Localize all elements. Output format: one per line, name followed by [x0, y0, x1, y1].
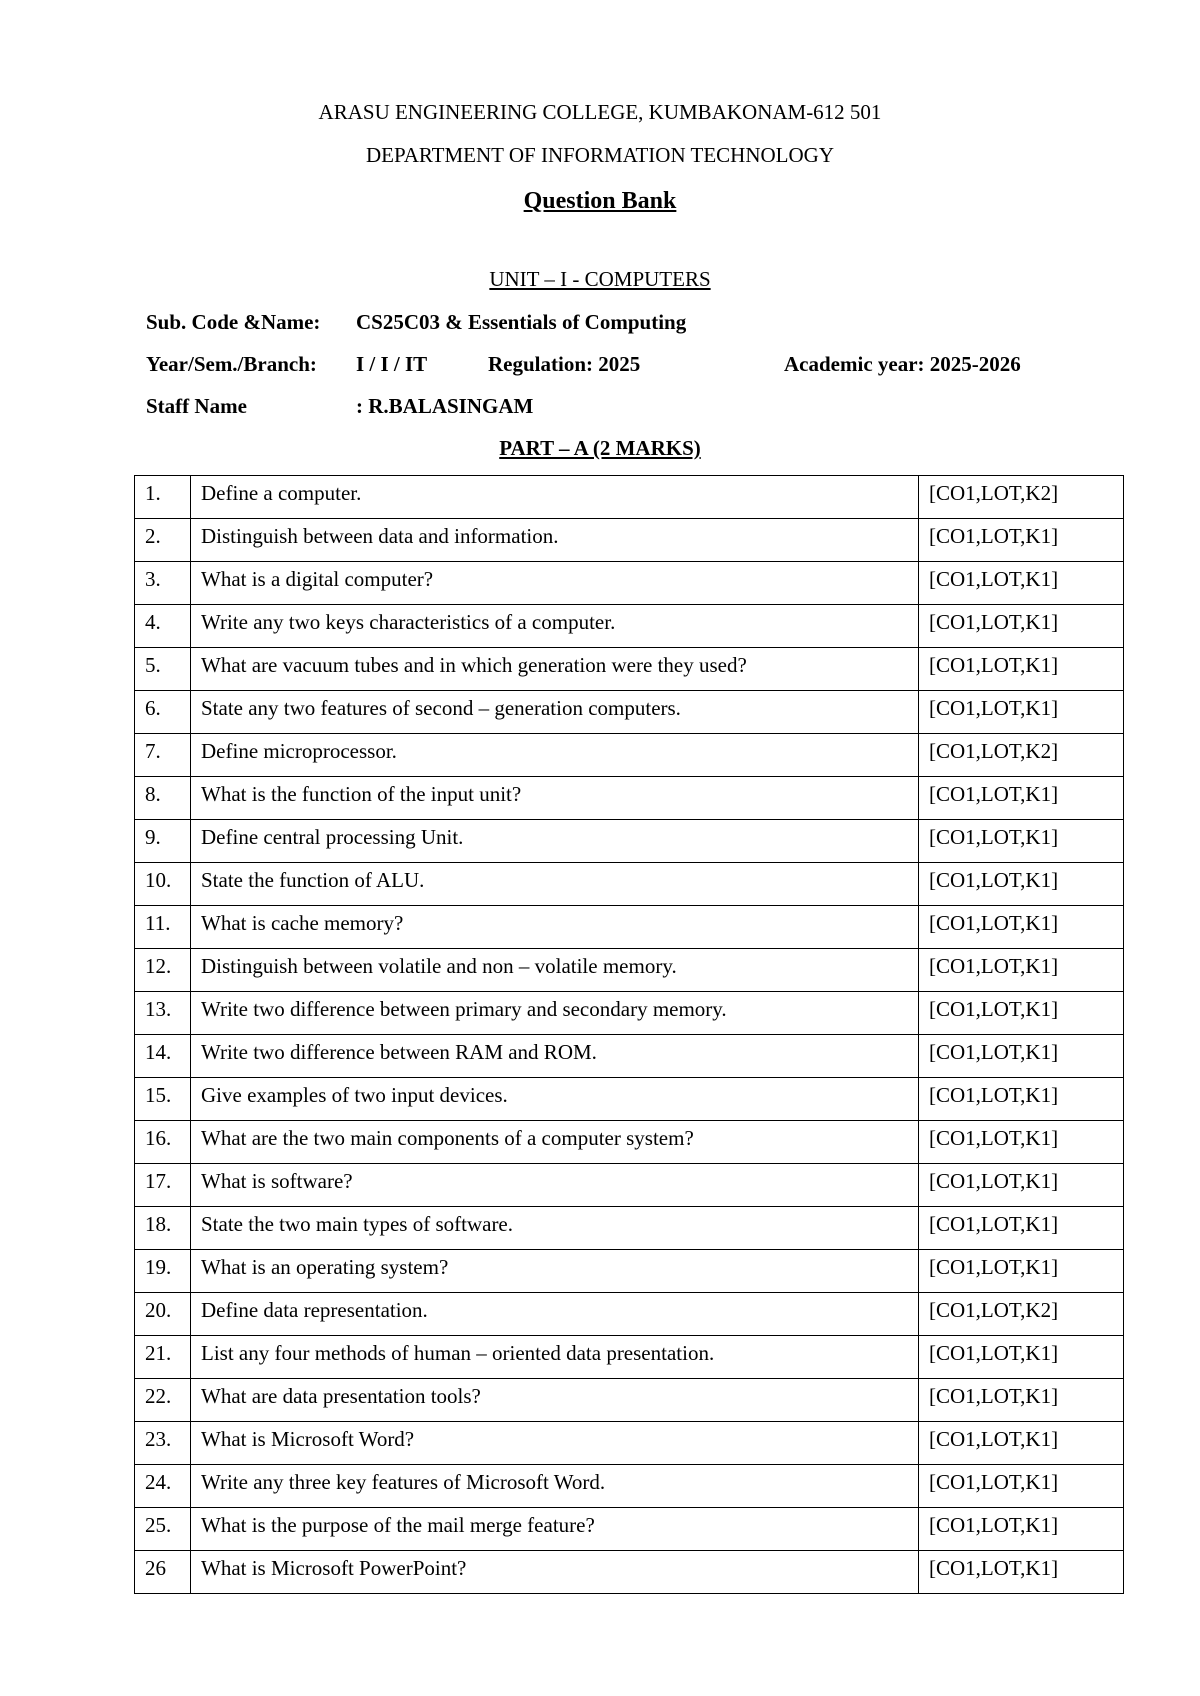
table-row — [135, 1078, 1124, 1121]
question-number: 18. — [135, 1207, 191, 1250]
table-row — [135, 1465, 1124, 1508]
question-text: What are the two main components of a computer system? — [191, 1121, 919, 1164]
question-text: What are vacuum tubes and in which generation were they used? — [191, 648, 919, 691]
question-number: 11. — [135, 906, 191, 949]
question-number: 20. — [135, 1293, 191, 1336]
table-row — [135, 1164, 1124, 1207]
question-co-tag: [CO1,LOT,K2] — [919, 734, 1124, 777]
question-number: 9. — [135, 820, 191, 863]
question-co-tag: [CO1,LOT,K2] — [919, 1293, 1124, 1336]
question-co-tag: [CO1,LOT,K1] — [919, 777, 1124, 820]
question-co-tag: [CO1,LOT,K1] — [919, 1465, 1124, 1508]
question-co-tag: [CO1,LOT,K1] — [919, 1336, 1124, 1379]
question-co-tag: [CO1,LOT,K1] — [919, 519, 1124, 562]
question-text: What are data presentation tools? — [191, 1379, 919, 1422]
question-number: 7. — [135, 734, 191, 777]
question-number: 3. — [135, 562, 191, 605]
question-co-tag: [CO1,LOT,K1] — [919, 992, 1124, 1035]
part-heading: PART – A (2 MARKS) — [499, 436, 701, 460]
table-row — [135, 476, 1124, 519]
question-number: 8. — [135, 777, 191, 820]
question-number: 1. — [135, 476, 191, 519]
question-table — [134, 475, 1124, 1594]
question-co-tag: [CO1,LOT,K1] — [919, 1379, 1124, 1422]
question-text: What is cache memory? — [191, 906, 919, 949]
question-text: State the function of ALU. — [191, 863, 919, 906]
question-text: Define microprocessor. — [191, 734, 919, 777]
staff-value: : R.BALASINGAM — [356, 394, 534, 418]
table-row — [135, 1422, 1124, 1465]
question-number: 26 — [135, 1551, 191, 1594]
question-number: 21. — [135, 1336, 191, 1379]
question-number: 12. — [135, 949, 191, 992]
question-co-tag: [CO1,LOT,K1] — [919, 906, 1124, 949]
table-row — [135, 992, 1124, 1035]
question-text: Distinguish between volatile and non – volatile memory. — [191, 949, 919, 992]
table-row — [135, 648, 1124, 691]
table-row — [135, 605, 1124, 648]
question-co-tag: [CO1,LOT,K1] — [919, 1551, 1124, 1594]
regulation: Regulation: 2025 — [488, 352, 641, 376]
table-row — [135, 949, 1124, 992]
question-number: 19. — [135, 1250, 191, 1293]
table-row — [135, 906, 1124, 949]
subject-label: Sub. Code &Name: — [146, 310, 321, 334]
question-text: State any two features of second – generation computers. — [191, 691, 919, 734]
department-name: DEPARTMENT OF INFORMATION TECHNOLOGY — [366, 143, 834, 167]
table-row — [135, 777, 1124, 820]
question-number: 22. — [135, 1379, 191, 1422]
table-row — [135, 691, 1124, 734]
question-number: 6. — [135, 691, 191, 734]
table-row — [135, 1121, 1124, 1164]
unit-title: UNIT – I - COMPUTERS — [489, 267, 711, 291]
question-co-tag: [CO1,LOT,K1] — [919, 1207, 1124, 1250]
table-row — [135, 1508, 1124, 1551]
table-row — [135, 863, 1124, 906]
question-co-tag: [CO1,LOT,K1] — [919, 1035, 1124, 1078]
question-text: What is an operating system? — [191, 1250, 919, 1293]
table-row — [135, 1207, 1124, 1250]
question-co-tag: [CO1,LOT,K1] — [919, 605, 1124, 648]
question-number: 24. — [135, 1465, 191, 1508]
question-number: 10. — [135, 863, 191, 906]
question-co-tag: [CO1,LOT,K1] — [919, 1508, 1124, 1551]
question-text: List any four methods of human – oriented data presentation. — [191, 1336, 919, 1379]
question-number: 14. — [135, 1035, 191, 1078]
question-text: What is a digital computer? — [191, 562, 919, 605]
question-co-tag: [CO1,LOT,K1] — [919, 1164, 1124, 1207]
table-row — [135, 1379, 1124, 1422]
question-number: 23. — [135, 1422, 191, 1465]
question-co-tag: [CO1,LOT,K1] — [919, 1121, 1124, 1164]
table-row — [135, 1336, 1124, 1379]
table-row — [135, 820, 1124, 863]
staff-label: Staff Name — [146, 394, 247, 418]
table-row — [135, 734, 1124, 777]
question-co-tag: [CO1,LOT,K1] — [919, 648, 1124, 691]
question-text: What is the purpose of the mail merge feature? — [191, 1508, 919, 1551]
question-co-tag: [CO1,LOT,K1] — [919, 863, 1124, 906]
question-co-tag: [CO1,LOT,K2] — [919, 476, 1124, 519]
question-table-body — [135, 476, 1124, 1594]
college-name: ARASU ENGINEERING COLLEGE, KUMBAKONAM-612 501 — [318, 100, 882, 124]
question-text: Define data representation. — [191, 1293, 919, 1336]
table-row — [135, 1551, 1124, 1594]
table-row — [135, 1293, 1124, 1336]
question-text: Write any three key features of Microsoft Word. — [191, 1465, 919, 1508]
question-text: What is Microsoft Word? — [191, 1422, 919, 1465]
question-number: 16. — [135, 1121, 191, 1164]
table-row — [135, 1250, 1124, 1293]
question-co-tag: [CO1,LOT,K1] — [919, 949, 1124, 992]
question-text: Write two difference between RAM and ROM. — [191, 1035, 919, 1078]
page-title: Question Bank — [523, 188, 677, 214]
question-text: Define central processing Unit. — [191, 820, 919, 863]
question-text: What is software? — [191, 1164, 919, 1207]
question-co-tag: [CO1,LOT,K1] — [919, 820, 1124, 863]
question-number: 4. — [135, 605, 191, 648]
question-co-tag: [CO1,LOT,K1] — [919, 562, 1124, 605]
table-row — [135, 1035, 1124, 1078]
table-row — [135, 562, 1124, 605]
question-number: 13. — [135, 992, 191, 1035]
question-text: State the two main types of software. — [191, 1207, 919, 1250]
question-co-tag: [CO1,LOT,K1] — [919, 691, 1124, 734]
question-number: 15. — [135, 1078, 191, 1121]
question-co-tag: [CO1,LOT,K1] — [919, 1078, 1124, 1121]
question-number: 5. — [135, 648, 191, 691]
question-text: Distinguish between data and information. — [191, 519, 919, 562]
question-text: Define a computer. — [191, 476, 919, 519]
question-text: Write any two keys characteristics of a computer. — [191, 605, 919, 648]
year-label: Year/Sem./Branch: — [146, 352, 317, 376]
question-number: 2. — [135, 519, 191, 562]
question-text: What is Microsoft PowerPoint? — [191, 1551, 919, 1594]
question-text: Give examples of two input devices. — [191, 1078, 919, 1121]
year-value: I / I / IT — [356, 352, 428, 376]
question-number: 25. — [135, 1508, 191, 1551]
academic-year: Academic year: 2025-2026 — [784, 352, 1021, 376]
table-row — [135, 519, 1124, 562]
subject-value: CS25C03 & Essentials of Computing — [356, 310, 687, 334]
question-text: What is the function of the input unit? — [191, 777, 919, 820]
question-co-tag: [CO1,LOT,K1] — [919, 1422, 1124, 1465]
question-number: 17. — [135, 1164, 191, 1207]
question-text: Write two difference between primary and secondary memory. — [191, 992, 919, 1035]
question-co-tag: [CO1,LOT,K1] — [919, 1250, 1124, 1293]
